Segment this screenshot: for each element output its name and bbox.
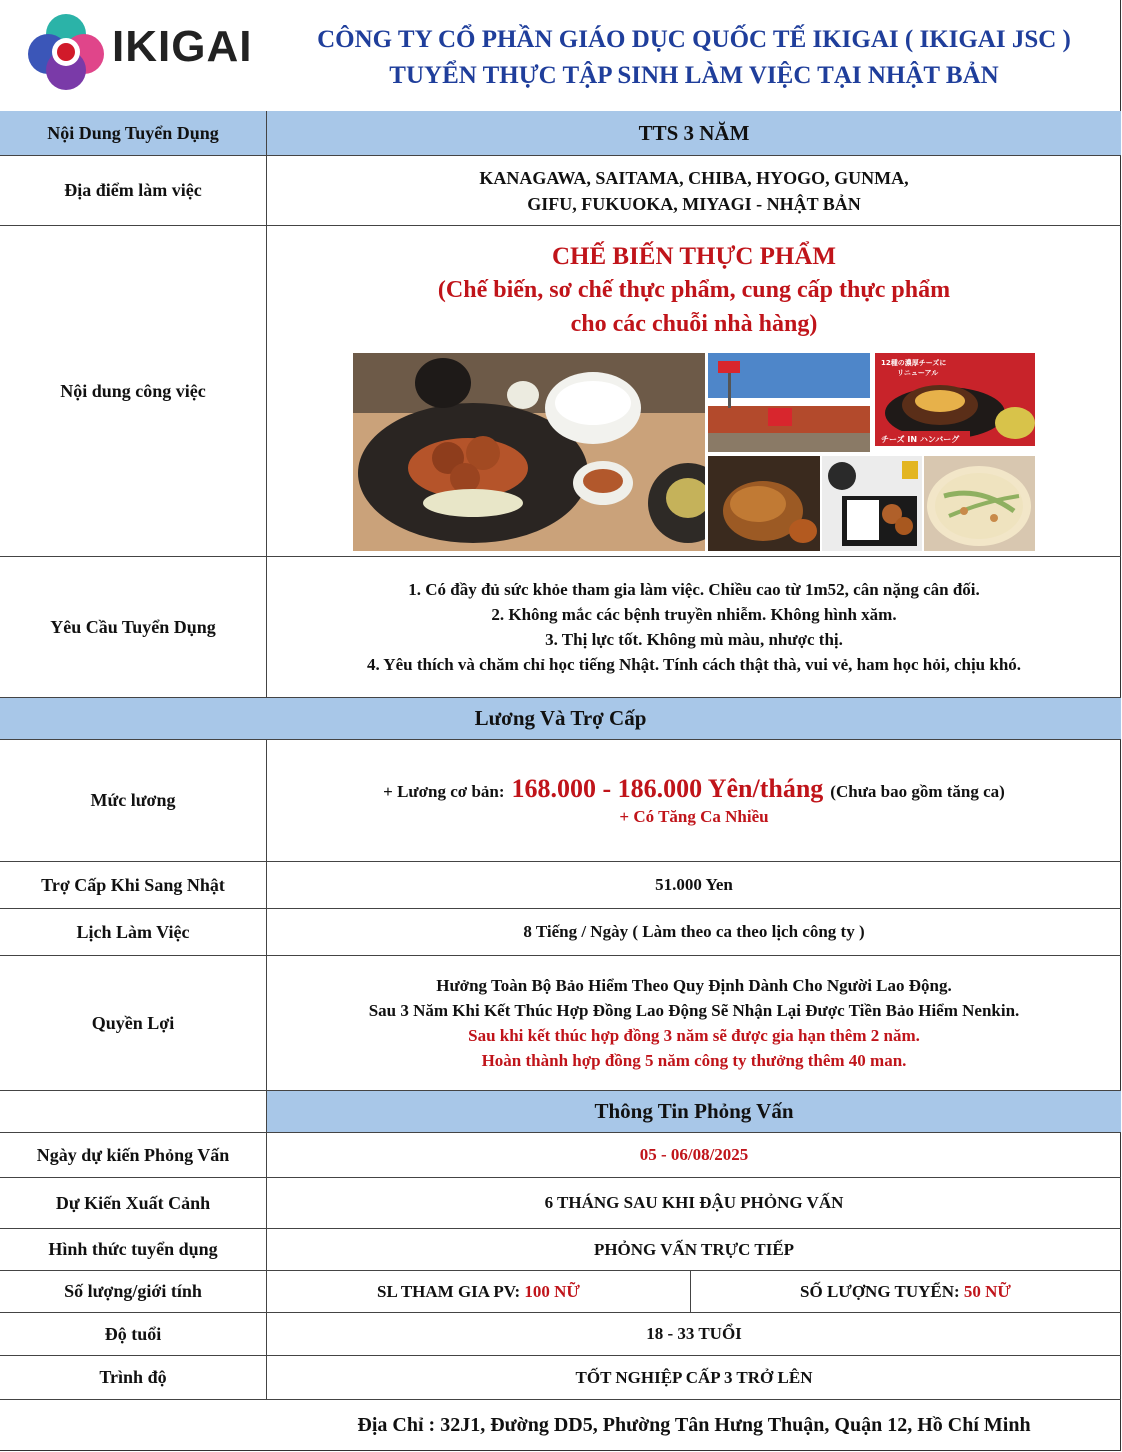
allowance-row <box>0 862 1121 909</box>
interview-section-title: Thông Tin Phỏng Vấn <box>594 1099 794 1123</box>
location-label: Địa điểm làm việc <box>0 156 267 225</box>
schedule-value: 8 Tiếng / Ngày ( Làm theo ca theo lịch công ty ) <box>523 922 865 941</box>
quantity-recruit <box>690 1282 1121 1302</box>
salary-note: (Chưa bao gồm tăng ca) <box>830 782 1005 801</box>
departure-row <box>0 1178 1121 1229</box>
recruit-label: SỐ LƯỢNG TUYỂN: <box>800 1281 960 1301</box>
requirement-item: 1. Có đầy đủ sức khỏe tham gia làm việc. Chiều cao từ 1m52, cân nặng cân đối. <box>408 580 980 599</box>
age-row <box>0 1313 1121 1356</box>
location-value <box>267 156 1121 225</box>
form-value: PHỎNG VẤN TRỰC TIẾP <box>593 1239 795 1259</box>
title-line-2: TUYỂN THỰC TẬP SINH LÀM VIỆC TẠI NHẬT BẢN <box>389 62 999 89</box>
requirement-item: 3. Thị lực tốt. Không mù màu, nhược thị. <box>545 630 843 649</box>
benefit-line-1: Hưởng Toàn Bộ Bảo Hiểm Theo Quy Định Dành Cho Người Lao Động. <box>436 976 952 995</box>
age-label: Độ tuổi <box>0 1313 267 1355</box>
interview-date-value: 05 - 06/08/2025 <box>639 1145 749 1164</box>
job-value <box>267 226 1121 556</box>
page-title <box>267 22 1121 94</box>
roast-chicken-photo <box>708 456 820 551</box>
schedule-row <box>0 909 1121 956</box>
benefits-value <box>267 956 1121 1090</box>
participants-value: 100 NỮ <box>524 1281 580 1301</box>
job-row <box>0 226 1121 557</box>
pizza-photo <box>924 456 1035 551</box>
departure-label: Dự Kiến Xuất Cảnh <box>0 1178 267 1228</box>
interview-section-row <box>0 1091 1121 1133</box>
header <box>0 0 1121 112</box>
hamburg-caption-2: リニューアル <box>897 369 939 377</box>
job-title: CHẾ BIẾN THỰC PHẨM <box>551 243 837 270</box>
quantity-participants <box>267 1282 690 1302</box>
food-photos <box>353 353 1035 551</box>
location-line-2: GIFU, FUKUOKA, MIYAGI - NHẬT BẢN <box>527 193 861 214</box>
education-value: TỐT NGHIỆP CẤP 3 TRỞ LÊN <box>575 1367 813 1387</box>
karaage-meal-photo <box>353 353 705 551</box>
form-label: Hình thức tuyển dụng <box>0 1229 267 1270</box>
benefit-line-4: Hoàn thành hợp đồng 5 năm công ty thưởng thêm 40 man. <box>481 1051 907 1070</box>
job-label: Nội dung công việc <box>0 226 267 556</box>
salary-extra: + Có Tăng Ca Nhiều <box>619 807 769 826</box>
education-row <box>0 1356 1121 1400</box>
salary-row <box>0 740 1121 862</box>
benefit-line-2: Sau 3 Năm Khi Kết Thúc Hợp Đồng Lao Động Sẽ Nhận Lại Được Tiền Bảo Hiểm Nenkin. <box>368 1001 1020 1020</box>
participants-label: SL THAM GIA PV: <box>377 1281 521 1301</box>
allowance-label: Trợ Cấp Khi Sang Nhật <box>0 862 267 908</box>
salary-section-row <box>0 698 1121 740</box>
form-row <box>0 1229 1121 1271</box>
recruit-value: 50 NỮ <box>963 1281 1011 1301</box>
interview-section-blank <box>0 1091 267 1132</box>
location-row <box>0 156 1121 226</box>
job-desc-1: (Chế biến, sơ chế thực phẩm, cung cấp thực phẩm <box>437 277 951 303</box>
age-value: 18 - 33 TUỔI <box>646 1324 742 1343</box>
benefits-row <box>0 956 1121 1091</box>
salary-section-title: Lương Và Trợ Cấp <box>474 706 647 730</box>
requirements-row <box>0 557 1121 698</box>
salary-prefix: + Lương cơ bản: <box>383 782 505 801</box>
hamburg-caption-1: 12種の濃厚チーズに <box>881 359 947 367</box>
content-row <box>0 111 1121 156</box>
content-label: Nội Dung Tuyển Dụng <box>0 111 267 155</box>
location-line-1: KANAGAWA, SAITAMA, CHIBA, HYOGO, GUNMA, <box>479 167 909 188</box>
ikigai-logo-icon <box>26 12 106 92</box>
salary-line <box>383 774 1005 804</box>
hamburg-caption-3: チーズ IN ハンバーグ <box>881 435 960 444</box>
bento-box-photo <box>822 456 922 551</box>
interview-date-label: Ngày dự kiến Phỏng Vấn <box>0 1133 267 1177</box>
salary-label: Mức lương <box>0 740 267 861</box>
address: Địa Chỉ : 32J1, Đường DD5, Phường Tân Hưng Thuận, Quận 12, Hồ Chí Minh <box>357 1414 1031 1436</box>
allowance-value: 51.000 Yen <box>655 875 733 894</box>
departure-value: 6 THÁNG SAU KHI ĐẬU PHỎNG VẤN <box>544 1193 844 1212</box>
hamburg-steak-photo <box>875 353 1035 446</box>
logo-text: IKIGAI <box>112 22 253 71</box>
requirement-item: 2. Không mắc các bệnh truyền nhiễm. Không hình xăm. <box>491 605 897 624</box>
quantity-divider <box>690 1271 691 1312</box>
requirement-item: 4. Yêu thích và chăm chỉ học tiếng Nhật. Tính cách thật thà, vui vẻ, ham học hỏi, chịu khó. <box>366 655 1022 674</box>
salary-value <box>267 740 1121 861</box>
content-value: TTS 3 NĂM <box>638 120 750 145</box>
schedule-label: Lịch Làm Việc <box>0 909 267 955</box>
restaurant-exterior-photo <box>708 353 870 452</box>
quantity-label: Số lượng/giới tính <box>0 1271 267 1312</box>
education-label: Trình độ <box>0 1356 267 1399</box>
interview-date-row <box>0 1133 1121 1178</box>
requirements-value <box>267 557 1121 697</box>
benefit-line-3: Sau khi kết thúc hợp đồng 3 năm sẽ được gia hạn thêm 2 năm. <box>468 1026 920 1045</box>
quantity-row <box>0 1271 1121 1313</box>
salary-amount: 168.000 - 186.000 Yên/tháng <box>511 774 824 803</box>
job-desc-2: cho các chuỗi nhà hàng) <box>570 311 818 337</box>
quantity-value <box>267 1271 1121 1312</box>
requirements-label: Yêu Cầu Tuyển Dụng <box>0 557 267 697</box>
benefits-label: Quyền Lợi <box>0 956 267 1090</box>
title-line-1: CÔNG TY CỔ PHẦN GIÁO DỤC QUỐC TẾ IKIGAI ( IKIGAI JSC ) <box>317 26 1071 53</box>
